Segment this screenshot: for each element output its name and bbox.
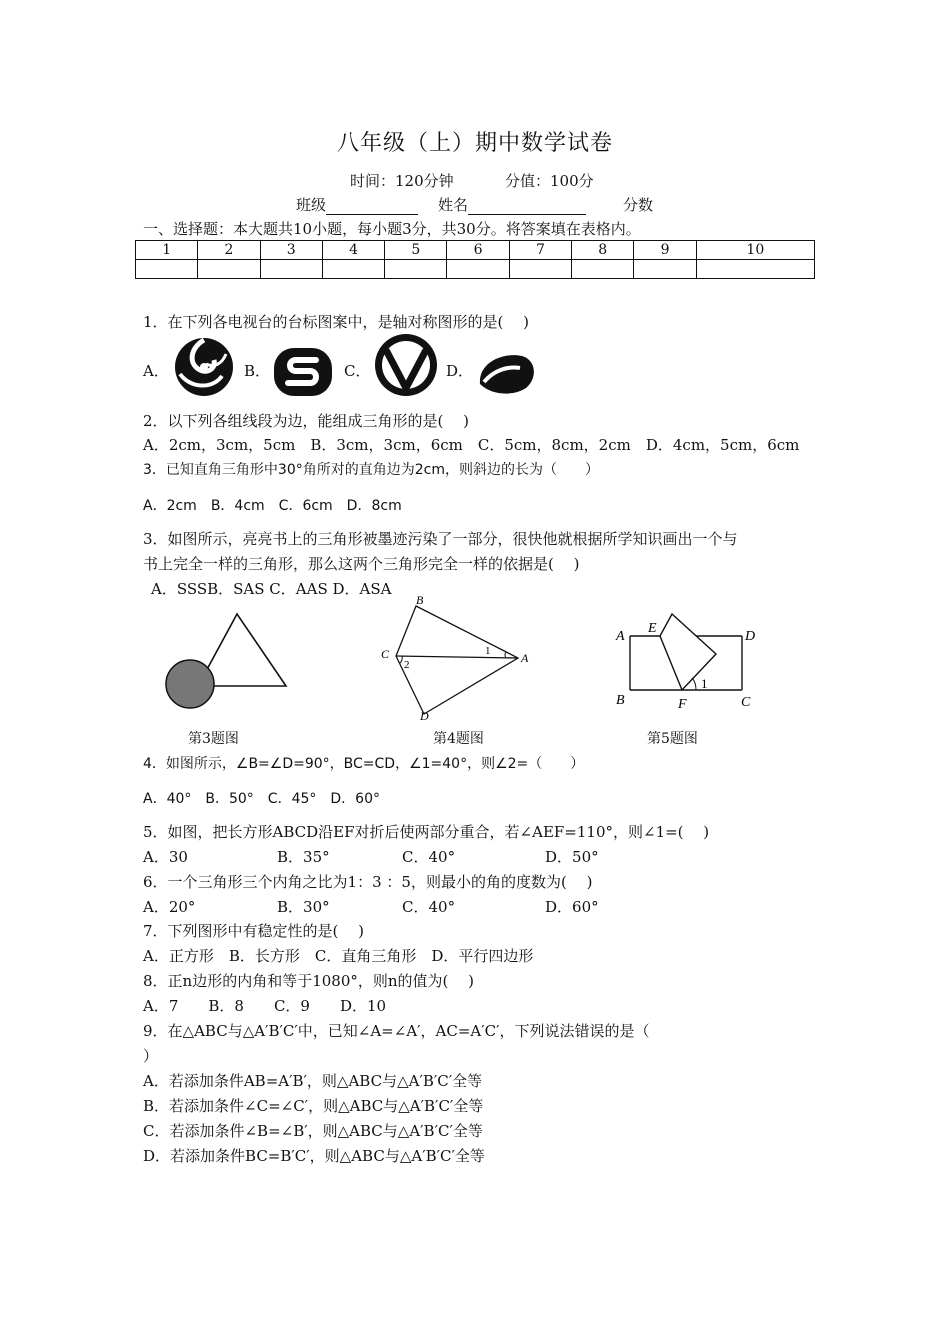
q3a-options: A．2cm B．4cm C．6cm D．8cm	[143, 498, 402, 514]
answer-table-input-row	[136, 260, 815, 279]
q6-option-c: C．40°	[402, 898, 456, 916]
q5-option-d: D．50°	[545, 848, 599, 866]
fig4-label-c: C	[381, 647, 390, 661]
class-blank[interactable]	[326, 198, 418, 215]
page-title: 八年级（上）期中数学试卷	[336, 131, 613, 156]
fig5-label-c: C	[741, 695, 751, 710]
q6-option-a: A．20°	[143, 898, 196, 916]
answer-col-header: 5	[385, 241, 447, 260]
q2-options: A．2cm，3cm，5cm B．3cm，3cm，6cm C．5cm，8cm，2cm D．4cm，5cm，6cm	[143, 436, 800, 454]
fig5-angle-1: 1	[701, 676, 708, 691]
answer-cell[interactable]	[634, 260, 696, 279]
figure-5-caption: 第5题图	[647, 731, 698, 747]
q6-option-d: D．60°	[545, 898, 599, 916]
q5-option-b: B．35°	[277, 848, 330, 866]
fig5-label-f: F	[678, 697, 687, 712]
q1-option-a-label: A．	[143, 362, 169, 380]
q7-options: A．正方形 B．长方形 C．直角三角形 D．平行四边形	[143, 947, 534, 965]
name-label: 姓名	[438, 196, 469, 214]
answer-col-header: 8	[572, 241, 634, 260]
fig4-label-a: A	[521, 651, 529, 665]
answer-cell[interactable]	[322, 260, 384, 279]
class-field	[296, 194, 418, 215]
q1-option-d-label: D．	[446, 362, 474, 380]
answer-cell[interactable]	[260, 260, 322, 279]
leaf-logo-icon	[474, 348, 540, 398]
q9-option-a: A．若添加条件AB=A′B′，则△ABC与△A′B′C′全等	[143, 1072, 483, 1090]
q7-stem: 7．下列图形中有稳定性的是( )	[143, 922, 365, 940]
answer-cell[interactable]	[509, 260, 571, 279]
answer-table	[135, 240, 815, 279]
fig5-label-b: B	[616, 693, 625, 708]
q9-option-b: B．若添加条件∠C=∠C′，则△ABC与△A′B′C′全等	[143, 1097, 484, 1115]
q8-options: A．7 B．8 C．9 D．10	[143, 997, 387, 1015]
q5-stem: 5．如图，把长方形ABCD沿EF对折后使两部分重合，若∠AEF=110°，则∠1=( )	[143, 823, 710, 841]
q3b-options: A．SSSB．SAS C．AAS D．ASA	[151, 580, 392, 598]
q3b-stem-line2: 书上完全一样的三角形，那么这两个三角形完全一样的依据是( )	[143, 555, 580, 573]
class-label: 班级	[296, 196, 327, 214]
fig5-label-a: A	[616, 629, 625, 644]
q4-options: A．40° B．50° C．45° D．60°	[143, 791, 380, 807]
fig4-angle-1: 1	[485, 645, 491, 657]
figure-4-diagram	[376, 596, 532, 720]
answer-col-header: 4	[322, 241, 384, 260]
answer-col-header: 2	[198, 241, 260, 260]
answer-cell[interactable]	[385, 260, 447, 279]
score-label: 分值：100分	[505, 172, 594, 190]
section-heading: 一、选择题：本大题共10小题，每小题3分，共30分。将答案填在表格内。	[143, 220, 641, 238]
fig4-angle-2: 2	[404, 659, 410, 671]
answer-cell[interactable]	[572, 260, 634, 279]
figure-5-diagram	[612, 610, 762, 716]
answer-col-header: 6	[447, 241, 509, 260]
answer-cell[interactable]	[136, 260, 198, 279]
q4-stem: 4．如图所示，∠B=∠D=90°，BC=CD，∠1=40°，则∠2=（ ）	[143, 756, 585, 772]
q1-stem: 1．在下列各电视台的台标图案中，是轴对称图形的是( )	[143, 313, 530, 331]
fig4-label-d: D	[420, 709, 429, 720]
answer-cell[interactable]	[447, 260, 509, 279]
q3a-stem: 3．已知直角三角形中30°角所对的直角边为2cm，则斜边的长为（ ）	[143, 462, 599, 478]
fig5-label-e: E	[648, 621, 657, 636]
total-label: 分数	[623, 196, 654, 214]
q9-stem-line2: ）	[143, 1047, 159, 1065]
q6-option-b: B．30°	[277, 898, 330, 916]
q5-option-c: C．40°	[402, 848, 456, 866]
q9-stem-line1: 9．在△ABC与△A′B′C′中，已知∠A=∠A′，AC=A′C′，下列说法错误的是（	[143, 1022, 650, 1040]
q9-option-d: D．若添加条件BC=B′C′，则△ABC与△A′B′C′全等	[143, 1147, 485, 1165]
answer-col-header: 7	[509, 241, 571, 260]
answer-table-header-row	[136, 241, 815, 260]
v-circle-logo-icon	[372, 330, 440, 400]
figure-3-diagram	[160, 606, 300, 714]
figure-3-caption: 第3题图	[188, 731, 239, 747]
q9-option-c: C．若添加条件∠B=∠B′，则△ABC与△A′B′C′全等	[143, 1122, 483, 1140]
answer-cell[interactable]	[198, 260, 260, 279]
fig5-label-d: D	[745, 629, 756, 644]
time-label: 时间：120分钟	[350, 172, 454, 190]
q5-option-a: A．30	[143, 848, 188, 866]
q2-stem: 2．以下列各组线段为边，能组成三角形的是( )	[143, 412, 470, 430]
name-field	[438, 194, 586, 215]
answer-cell[interactable]	[696, 260, 814, 279]
q8-stem: 8．正n边形的内角和等于1080°，则n的值为( )	[143, 972, 475, 990]
q1-option-c-label: C．	[344, 362, 371, 380]
answer-col-header: 9	[634, 241, 696, 260]
q3b-stem-line1: 3．如图所示，亮亮书上的三角形被墨迹污染了一部分，很快他就根据所学知识画出一个与	[143, 530, 738, 548]
spiral-logo-icon	[172, 334, 236, 400]
answer-col-header: 1	[136, 241, 198, 260]
figure-4-caption: 第4题图	[433, 731, 484, 747]
fig4-label-b: B	[416, 596, 424, 607]
answer-col-header: 3	[260, 241, 322, 260]
q6-stem: 6．一个三角形三个内角之比为1：3 ：5，则最小的角的度数为( )	[143, 873, 593, 891]
q1-option-b-label: B．	[244, 362, 271, 380]
s-logo-icon	[272, 346, 334, 398]
name-blank[interactable]	[468, 198, 586, 215]
answer-col-header: 10	[696, 241, 814, 260]
